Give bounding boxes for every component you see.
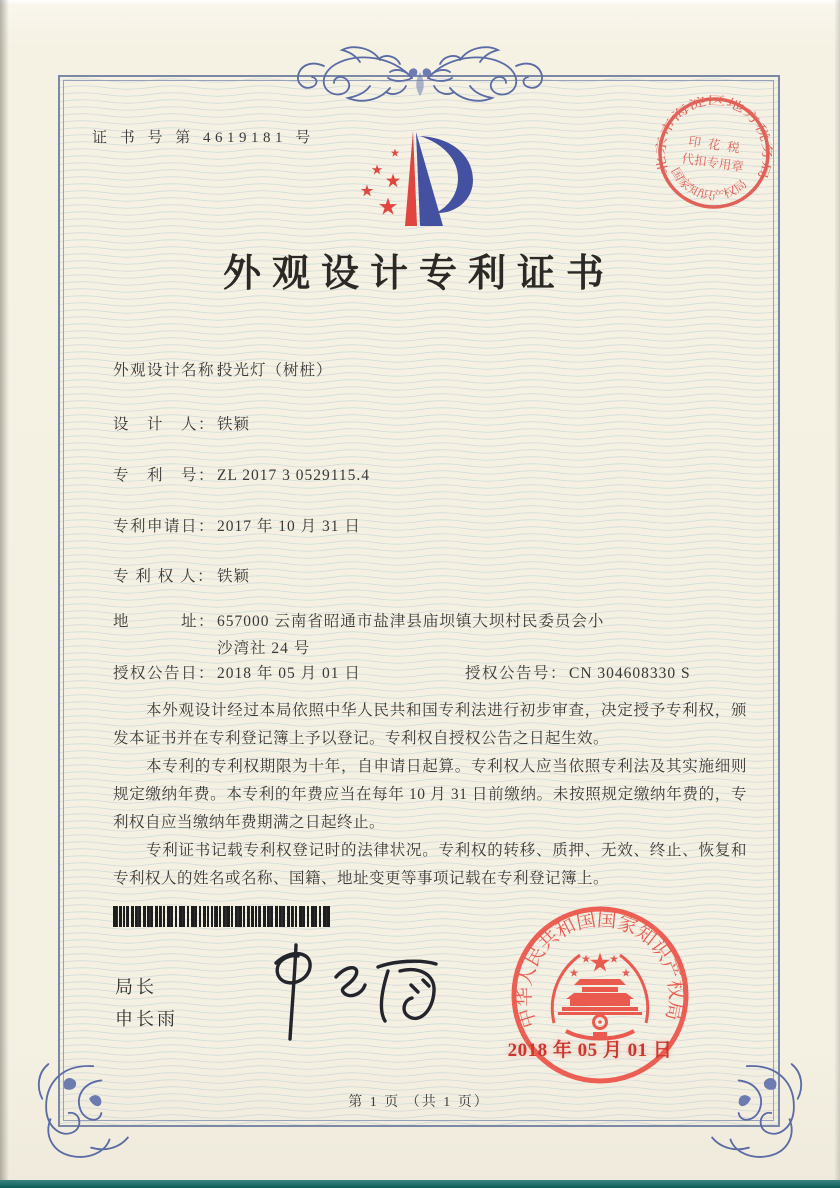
paragraph: 专利证书记载专利权登记时的法律状况。专利权的转移、质押、无效、终止、恢复和专利权人的姓名或名称、国籍、地址变更等事项记载在专利登记簿上。 bbox=[113, 842, 747, 887]
field-row-designer bbox=[113, 411, 250, 438]
scan-edge-left bbox=[0, 0, 9, 1188]
barcode bbox=[113, 906, 330, 927]
signature-handwriting bbox=[232, 941, 452, 1043]
grant-number-group bbox=[465, 660, 691, 687]
scan-edge-bottom bbox=[0, 1180, 840, 1188]
seal-ring-text: 中华人民共和国国家知识产权局 bbox=[514, 909, 687, 1031]
field-label: 外观设计名称： bbox=[113, 362, 233, 379]
cnipa-logo bbox=[350, 120, 490, 240]
scan-edge-top bbox=[0, 0, 840, 5]
field-row-grant bbox=[113, 660, 773, 687]
field-value: 铁颖 bbox=[217, 568, 251, 585]
seal-date: 2018 年 05 月 01 日 bbox=[507, 1040, 673, 1061]
signer-title: 局长 bbox=[115, 977, 157, 997]
field-value: 2017 年 10 月 31 日 bbox=[217, 518, 361, 535]
field-label: 专 利 权 人： bbox=[113, 568, 215, 585]
stamp-center-line1: 印 花 税 bbox=[687, 134, 743, 156]
field-label: 地 址： bbox=[113, 613, 216, 630]
logo-red-wedge bbox=[405, 131, 417, 226]
field-value: ZL 2017 3 0529115.4 bbox=[217, 467, 371, 484]
grant-number-value: CN 304608330 S bbox=[569, 665, 691, 682]
field-row-design-name bbox=[113, 357, 333, 384]
stamp-center-line2: 代扣专用章 bbox=[680, 151, 745, 175]
field-row-address bbox=[113, 608, 619, 662]
certificate-number: 证 书 号 第 4619181 号 bbox=[92, 130, 315, 146]
field-row-patentee bbox=[113, 563, 250, 590]
red-star-icon bbox=[361, 185, 373, 197]
field-value: 铁颖 bbox=[217, 416, 251, 433]
stamp-bottom-arc-text: 国家知识产权局 bbox=[668, 165, 749, 203]
field-label: 专利申请日： bbox=[113, 518, 216, 535]
grant-date-value: 2018 年 05 月 01 日 bbox=[217, 665, 361, 682]
corner-ornament-right bbox=[704, 1058, 810, 1164]
national-emblem-icon bbox=[552, 953, 647, 1039]
red-star-icon bbox=[386, 174, 400, 188]
paragraph: 本专利的专利权期限为十年，自申请日起算。专利权人应当依照专利法及其实施细则规定缴纳年费。本专利的年费应当在每年 10 月 31 日前缴纳。未按照规定缴纳年费的，专利权自应当缴纳年费期满之日起终止。 bbox=[113, 758, 747, 831]
signer-name: 申长雨 bbox=[115, 1009, 178, 1029]
red-star-icon bbox=[379, 198, 397, 215]
field-label: 设 计 人： bbox=[113, 416, 216, 433]
corner-ornament-left bbox=[30, 1058, 136, 1164]
legal-text bbox=[113, 697, 747, 893]
top-flourish-ornament bbox=[293, 46, 547, 110]
field-value: 657000 云南省昭通市盐津县庙坝镇大坝村民委员会小沙湾社 24 号 bbox=[217, 613, 605, 657]
paragraph: 本外观设计经过本局依照中华人民共和国专利法进行初步审查，决定授予专利权，颁发本证书并在专利登记簿上予以登记。专利权自授权公告之日起生效。 bbox=[113, 702, 747, 747]
scan-edge-right bbox=[834, 0, 840, 1188]
field-value: 投光灯（树桩） bbox=[217, 362, 333, 379]
field-row-filing-date bbox=[113, 513, 361, 540]
footer-page-number: 第 1 页 （共 1 页） bbox=[348, 1095, 490, 1110]
red-star-icon bbox=[391, 149, 400, 157]
stamp-top-arc-text: 北京市海淀区地方税务局 bbox=[653, 93, 774, 176]
grant-date-label: 授权公告日： bbox=[113, 665, 216, 682]
red-star-icon bbox=[372, 165, 382, 175]
tax-stamp bbox=[645, 84, 783, 222]
field-row-patent-number bbox=[113, 462, 370, 489]
field-label: 专 利 号： bbox=[113, 467, 216, 484]
page-title: 外观设计专利证书 bbox=[222, 253, 615, 295]
grant-number-label: 授权公告号： bbox=[465, 665, 568, 682]
